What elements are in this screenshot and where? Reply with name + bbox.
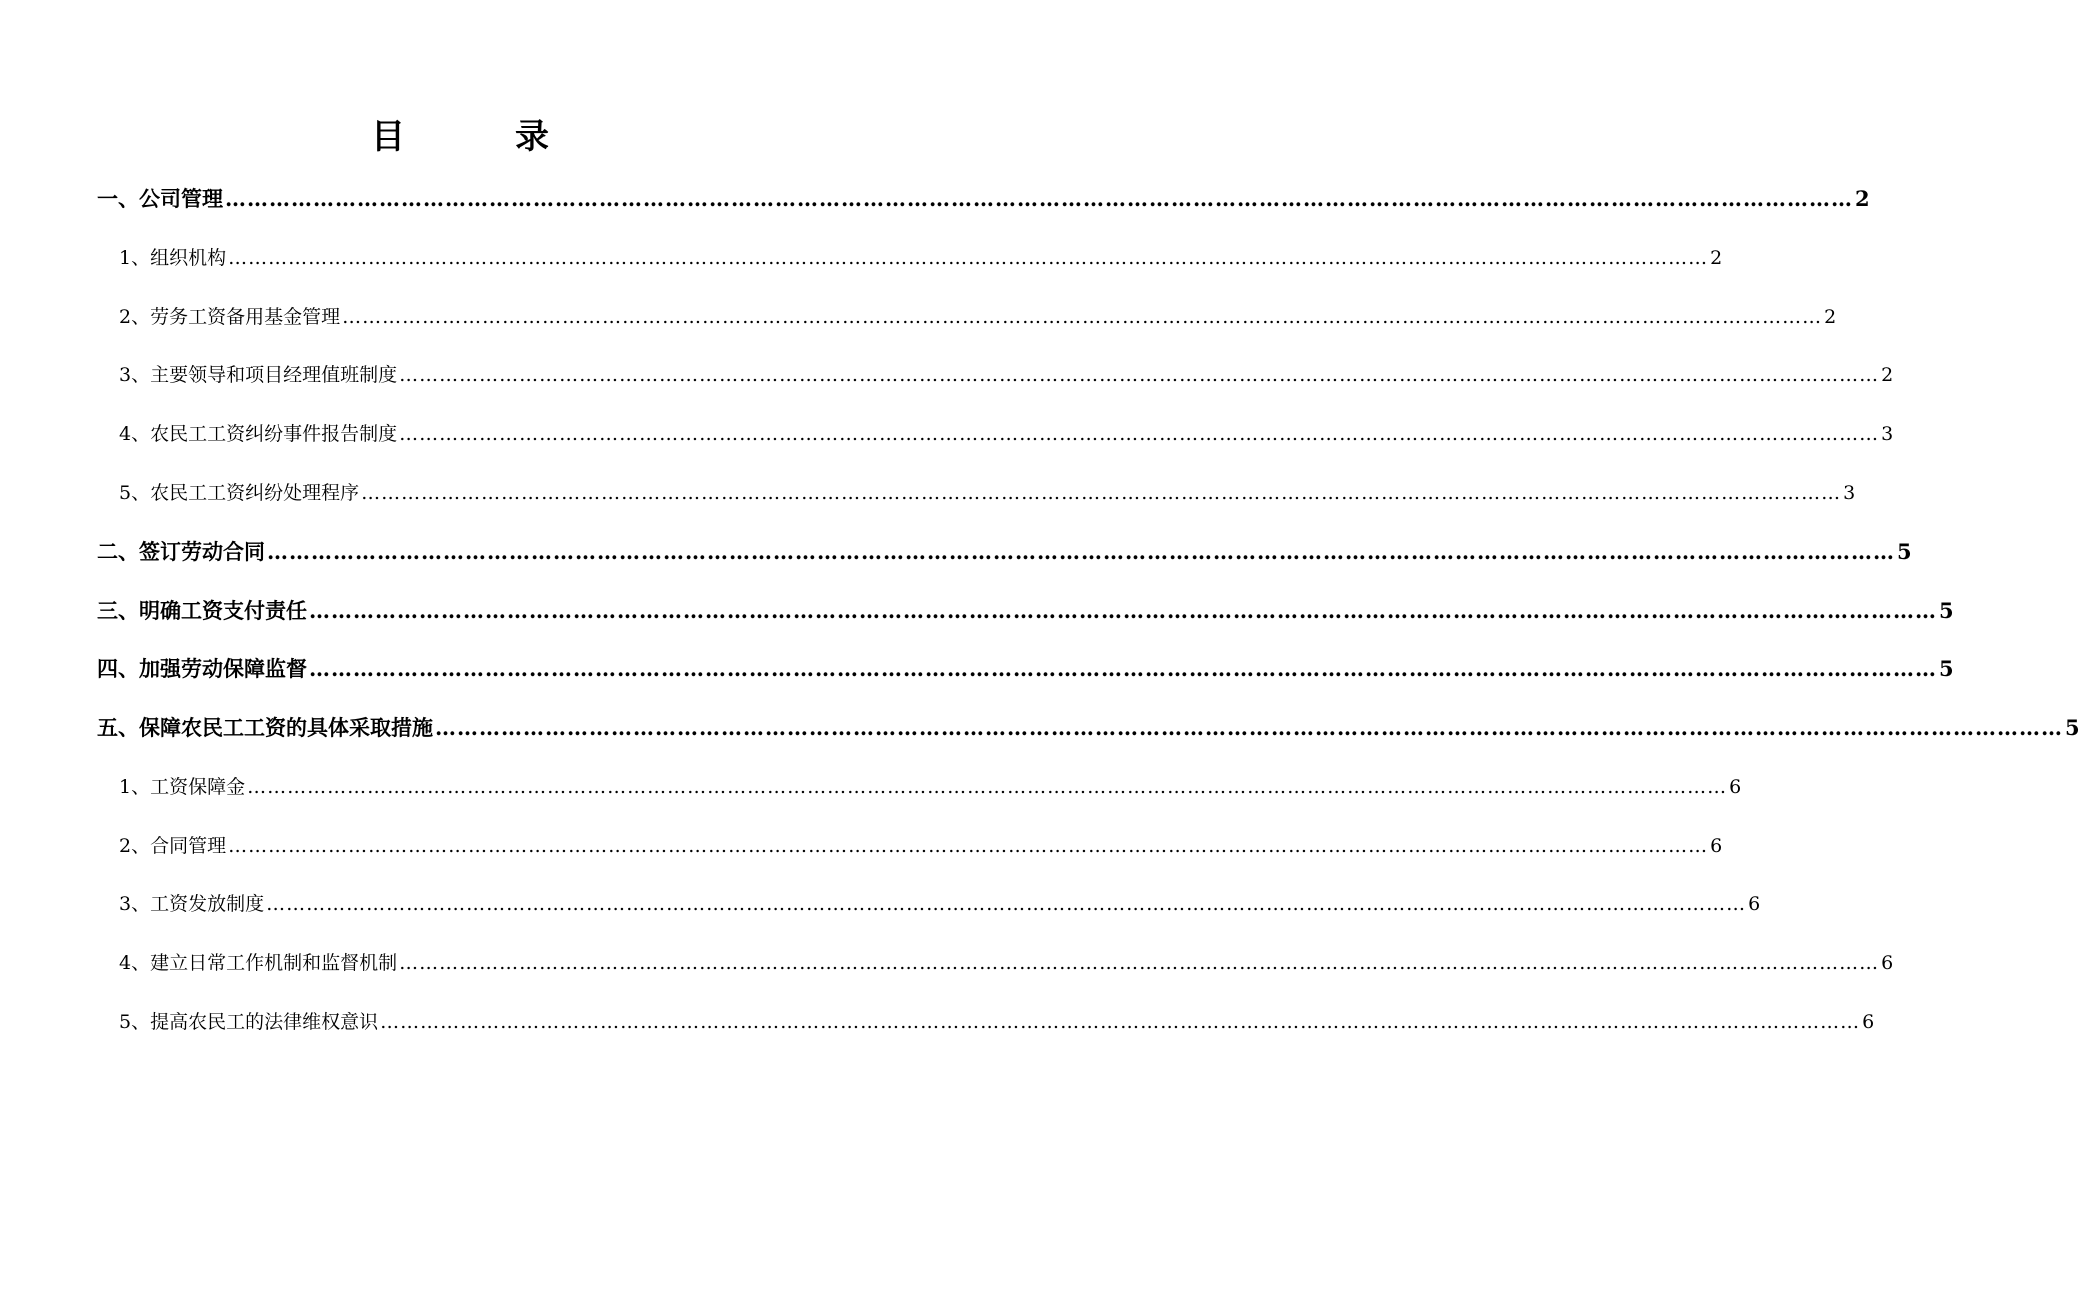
toc-leader-dots: …………………………………………………………………………………………………………………………………………………………………………………………………… xyxy=(342,306,1823,328)
toc-leader-dots: …………………………………………………………………………………………………………………………………………………………………………………………………… xyxy=(309,598,1937,623)
toc-entry-page-number: 6 xyxy=(1862,1011,1875,1033)
toc-entry-label: 5、提高农民工的法律维权意识 xyxy=(119,1011,379,1033)
toc-leader-dots: …………………………………………………………………………………………………………………………………………………………………………………………………… xyxy=(228,835,1709,857)
toc-entry-label: 1、组织机构 xyxy=(119,247,227,269)
toc-entry-subsection-5-1[interactable] xyxy=(119,770,1742,804)
toc-entry-label: 三、明确工资支付责任 xyxy=(97,598,307,623)
toc-entry-subsection-1-1[interactable] xyxy=(119,241,1723,275)
toc-entry-page-number: 5 xyxy=(1897,539,1912,564)
toc-entry-page-number: 6 xyxy=(1710,835,1723,857)
toc-entry-label: 4、农民工工资纠纷事件报告制度 xyxy=(119,423,398,445)
toc-entry-label: 四、加强劳动保障监督 xyxy=(97,656,307,681)
toc-entry-section-3[interactable] xyxy=(97,594,1954,628)
toc-entry-label: 2、合同管理 xyxy=(119,835,227,857)
toc-entry-subsection-1-5[interactable] xyxy=(119,476,1856,510)
toc-entry-label: 1、工资保障金 xyxy=(119,776,246,798)
toc-leader-dots: …………………………………………………………………………………………………………………………………………………………………………………………………… xyxy=(228,247,1709,269)
toc-entry-subsection-5-2[interactable] xyxy=(119,829,1723,863)
toc-leader-dots: …………………………………………………………………………………………………………………………………………………………………………………………………… xyxy=(361,482,1842,504)
toc-leader-dots: …………………………………………………………………………………………………………………………………………………………………………………………………… xyxy=(225,186,1853,211)
toc-leader-dots: …………………………………………………………………………………………………………………………………………………………………………………………………… xyxy=(399,364,1880,386)
toc-entry-label: 3、工资发放制度 xyxy=(119,893,265,915)
toc-leader-dots: …………………………………………………………………………………………………………………………………………………………………………………………………… xyxy=(380,1011,1861,1033)
toc-title-char-1: 目 xyxy=(371,117,405,157)
toc-entry-label: 5、农民工工资纠纷处理程序 xyxy=(119,482,360,504)
toc-entry-page-number: 6 xyxy=(1881,952,1894,974)
toc-entry-subsection-1-4[interactable] xyxy=(119,417,1894,451)
toc-entry-page-number: 6 xyxy=(1729,776,1742,798)
toc-entry-subsection-1-3[interactable] xyxy=(119,358,1894,392)
toc-leader-dots: …………………………………………………………………………………………………………………………………………………………………………………………………… xyxy=(266,893,1747,915)
toc-entry-page-number: 6 xyxy=(1748,893,1761,915)
toc-entry-label: 3、主要领导和项目经理值班制度 xyxy=(119,364,398,386)
toc-entry-page-number: 2 xyxy=(1855,186,1870,211)
toc-leader-dots: …………………………………………………………………………………………………………………………………………………………………………………………………… xyxy=(267,539,1895,564)
toc-entry-label: 4、建立日常工作机制和监督机制 xyxy=(119,952,398,974)
toc-leader-dots: …………………………………………………………………………………………………………………………………………………………………………………………………… xyxy=(399,423,1880,445)
toc-entry-section-2[interactable] xyxy=(97,535,1912,569)
toc-title xyxy=(0,112,920,162)
toc-leader-dots: …………………………………………………………………………………………………………………………………………………………………………………………………… xyxy=(435,715,2063,740)
toc-title-char-2: 录 xyxy=(515,117,549,157)
toc-entry-page-number: 5 xyxy=(1939,656,1954,681)
toc-entry-label: 二、签订劳动合同 xyxy=(97,539,265,564)
toc-entry-subsection-5-4[interactable] xyxy=(119,946,1894,980)
toc-entry-subsection-5-3[interactable] xyxy=(119,887,1761,921)
toc-leader-dots: …………………………………………………………………………………………………………………………………………………………………………………………………… xyxy=(247,776,1728,798)
toc-entry-page-number: 2 xyxy=(1881,364,1894,386)
toc-entry-section-5[interactable] xyxy=(97,711,2080,745)
toc-entry-subsection-5-5[interactable] xyxy=(119,1005,1875,1039)
toc-entry-page-number: 3 xyxy=(1881,423,1894,445)
toc-entry-label: 五、保障农民工工资的具体采取措施 xyxy=(97,715,433,740)
toc-leader-dots: …………………………………………………………………………………………………………………………………………………………………………………………………… xyxy=(309,656,1937,681)
toc-entry-page-number: 5 xyxy=(1939,598,1954,623)
toc-entry-label: 2、劳务工资备用基金管理 xyxy=(119,306,341,328)
toc-entry-page-number: 3 xyxy=(1843,482,1856,504)
toc-entry-subsection-1-2[interactable] xyxy=(119,300,1837,334)
toc-entry-page-number: 5 xyxy=(2065,715,2080,740)
toc-entry-page-number: 2 xyxy=(1824,306,1837,328)
toc-entry-label: 一、公司管理 xyxy=(97,186,223,211)
toc-entry-page-number: 2 xyxy=(1710,247,1723,269)
toc-leader-dots: …………………………………………………………………………………………………………………………………………………………………………………………………… xyxy=(399,952,1880,974)
toc-entry-section-4[interactable] xyxy=(97,652,1954,686)
toc-entry-section-1[interactable] xyxy=(97,182,1870,216)
